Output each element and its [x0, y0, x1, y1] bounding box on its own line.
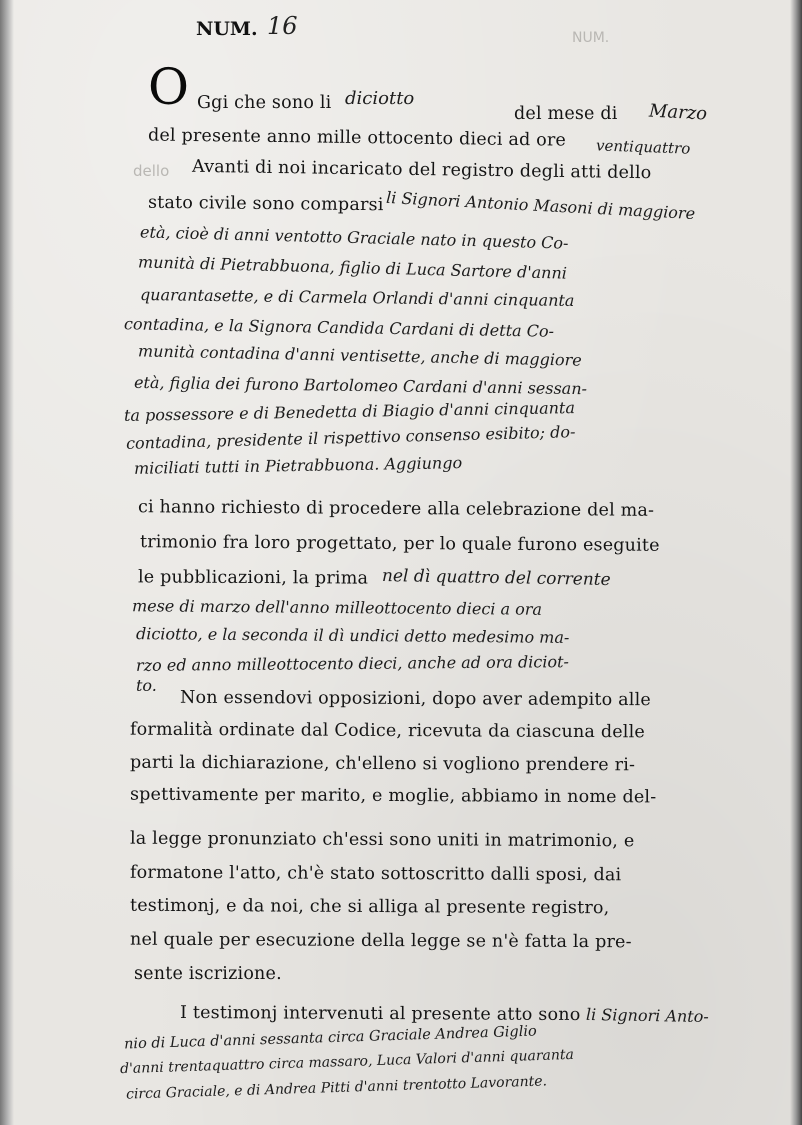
p4-handwritten-line: nio di Luca d'anni sessanta circa Graciale Andrea Giglio — [123, 1023, 537, 1053]
p2-handwritten-line: to. — [136, 676, 157, 695]
p1-line2-handwritten-hour: ventiquattro — [595, 136, 691, 158]
p1-handwritten-line: ta possessore e di Benedetta di Biagio d'anni cinquanta — [123, 398, 576, 425]
p1-line4-text: stato civile sono comparsi — [147, 192, 384, 216]
p4-handwritten-line: d'anni trentaquattro circa massaro, Luca Valori d'anni quaranta — [119, 1046, 575, 1078]
p4-handwritten-line: circa Graciale, e di Andrea Pitti d'anni trentotto Lavorante. — [125, 1073, 548, 1103]
p4-line1-text: I testimonj intervenuti al presente atto sono — [179, 1002, 581, 1026]
p1-line1-handwritten-day: diciotto — [345, 88, 415, 109]
p4-line1-handwritten: li Signori Anto- — [585, 1004, 709, 1027]
p1-line1-handwritten-month: Marzo — [648, 100, 708, 125]
p1-handwritten-line: età, cioè di anni ventotto Graciale nato in questo Co- — [139, 222, 569, 253]
p1-line1-text: Ggi che sono li — [197, 93, 332, 113]
record-number-value: 16 — [267, 12, 298, 40]
p1-handwritten-line: età, figlia dei furono Bartolomeo Cardani d'anni sessan- — [133, 372, 588, 399]
p3-line: formalità ordinate dal Codice, ricevuta da ciascuna delle — [129, 719, 646, 743]
drop-cap: O — [148, 58, 189, 116]
p3-line: sente iscrizione. — [134, 964, 282, 984]
p2-handwritten-line: mese di marzo dell'anno milleottocento dieci a ora — [131, 596, 543, 619]
p2-handwritten-line: rzo ed anno milleottocento dieci, anche ad ora diciot- — [135, 652, 569, 675]
p1-line2-text: del presente anno mille ottocento dieci ad ore — [147, 125, 567, 151]
p2-handwritten-line: diciotto, e la seconda il dì undici detto medesimo ma- — [135, 624, 570, 647]
page-left-edge-shadow — [0, 0, 14, 1125]
record-number-label: NUM. — [196, 18, 258, 40]
p1-line4-handwritten: li Signori Antonio Masoni di maggiore — [385, 187, 696, 224]
p1-handwritten-line: contadina, presidente il rispettivo consenso esibito; do- — [125, 422, 576, 453]
p2-line3-handwritten: nel dì quattro del corrente — [381, 566, 611, 590]
bleed-through-word: dello — [133, 162, 170, 180]
p2-line2-text: trimonio fra loro progettato, per lo quale furono eseguite — [139, 532, 660, 556]
p3-line: parti la dichiarazione, ch'elleno si vogliono prendere ri- — [129, 752, 636, 776]
p1-handwritten-line: munità di Pietrabbuona, figlio di Luca Sartore d'anni — [137, 252, 568, 283]
bleed-through-num: NUM. — [572, 30, 610, 46]
p3-line: Non essendovi opposizioni, dopo aver adempito alle — [179, 687, 652, 711]
p1-handwritten-line: miciliati tutti in Pietrabbuona. Aggiungo — [133, 453, 463, 478]
p1-line1-text2: del mese di — [514, 104, 618, 124]
p3-line: formatone l'atto, ch'è stato sottoscritto dalli sposi, dai — [129, 862, 622, 886]
p1-handwritten-line: quarantasette, e di Carmela Orlandi d'anni cinquanta — [139, 284, 575, 311]
p3-line: la legge pronunziato ch'essi sono uniti in matrimonio, e — [129, 828, 635, 852]
p1-handwritten-line: munità contadina d'anni ventisette, anche di maggiore — [137, 341, 582, 370]
p2-line3-text: le pubblicazioni, la prima — [137, 567, 369, 589]
p1-line3-text: Avanti di noi incaricato del registro degli atti dello — [191, 156, 652, 184]
p3-line: nel quale per esecuzione della legge se n'è fatta la pre- — [129, 929, 632, 953]
page-right-edge-shadow — [790, 0, 802, 1125]
p3-line: testimonj, e da noi, che si alliga al presente registro, — [129, 895, 610, 919]
p1-handwritten-line: contadina, e la Signora Candida Cardani di detta Co- — [123, 314, 555, 341]
p2-line1-text: ci hanno richiesto di procedere alla celebrazione del ma- — [137, 497, 655, 521]
p3-line: spettivamente per marito, e moglie, abbiamo in nome del- — [129, 784, 657, 808]
